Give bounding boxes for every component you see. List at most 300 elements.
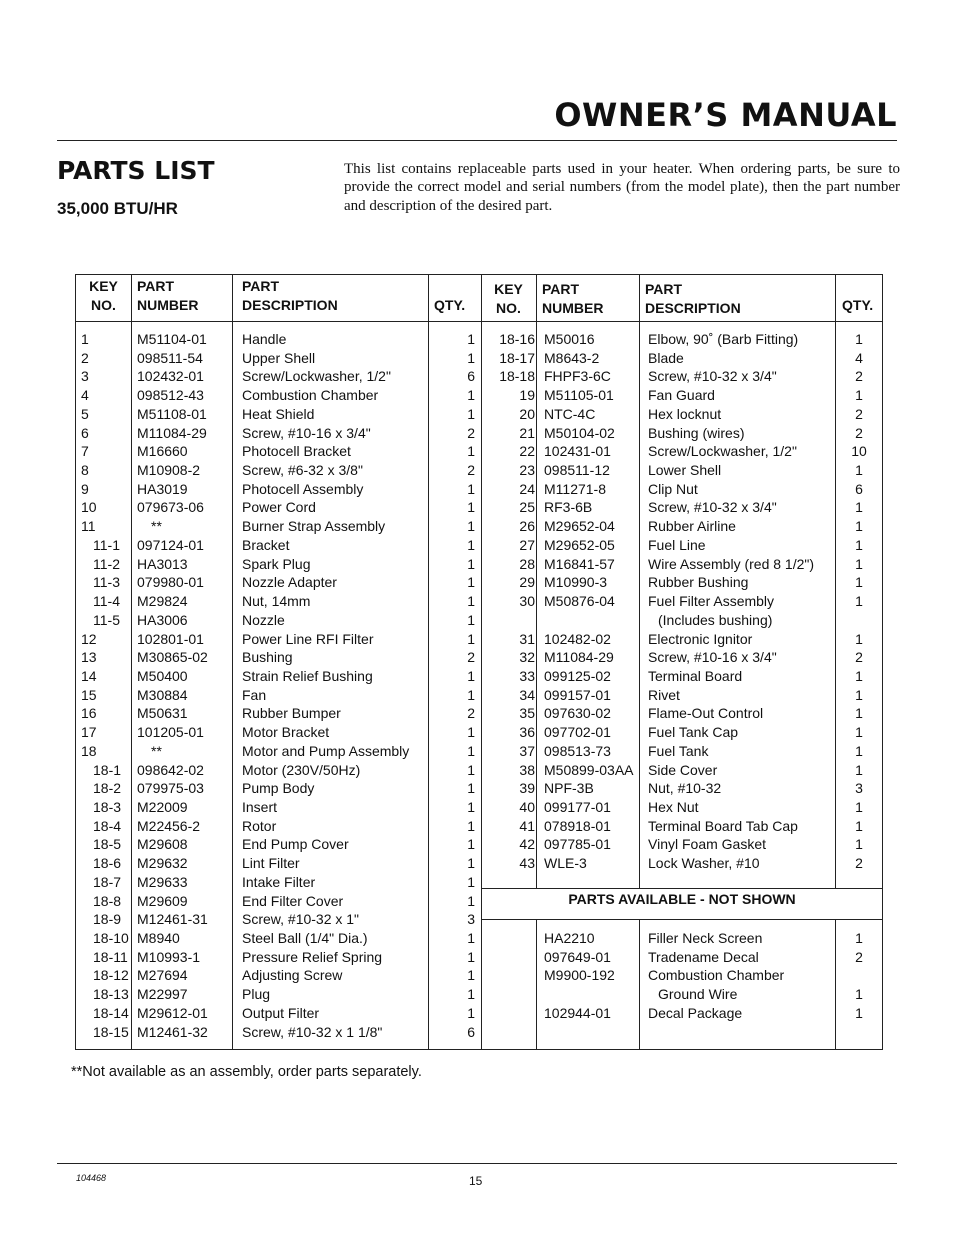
key-no-cell: 11-3 [93,574,120,591]
qty-cell: 6 [467,1023,475,1040]
qty-cell: 1 [467,948,475,965]
key-no-cell: 27 [519,536,535,553]
qty-cell: 1 [467,536,475,553]
part-description-cell: Combustion Chamber [242,387,379,404]
part-number-cell [544,611,634,630]
key-no-cell: 18-10 [93,930,129,946]
qty-cell: 10 [851,443,867,460]
qty-cell: 1 [467,349,475,366]
qty-cell: 1 [855,1004,863,1021]
part-number-cell: M10908-2 [137,462,201,479]
part-number-cell: M30884 [137,686,188,703]
qty-cell: 1 [855,930,863,946]
key-no-cell: 17 [81,724,97,741]
part-description-cell: Fuel Line [648,536,706,553]
not-shown-part-number-column [544,929,615,1023]
qty-cell: 1 [467,930,475,946]
part-number-cell: M50899-03AA [544,761,634,778]
part-description-cell: Fuel Tank Cap [648,724,739,741]
part-number-cell: 097702-01 [544,724,611,741]
part-description-cell: Blade [648,349,684,366]
qty-cell: 2 [855,649,863,666]
part-description-cell: Clip Nut [648,480,698,497]
key-no-cell: 2 [81,349,89,366]
left-qty-column [429,330,475,1041]
key-no-cell: 18-4 [93,817,122,834]
qty-cell: 6 [855,480,863,497]
qty-cell: 1 [855,630,863,647]
part-description-cell: Screw, #10-32 x 1 1/8" [242,1023,383,1040]
left-key-column [81,330,129,1041]
part-description-cell: Bushing [242,649,293,666]
qty-cell: 1 [467,611,475,628]
part-description-cell: Rivet [648,686,680,703]
right-key-column [482,330,535,873]
header-part-description: PART DESCRIPTION [242,278,338,313]
part-number-cell: 099157-01 [544,686,611,703]
part-description-cell: Upper Shell [242,349,316,366]
key-no-cell: 18-5 [93,836,122,853]
part-number-cell: M8940 [137,930,180,946]
key-no-cell: 10 [81,499,97,516]
part-number-cell: NTC-4C [544,405,596,422]
part-number-cell: 102482-02 [544,630,611,647]
qty-cell: 1 [467,574,475,591]
part-number-cell: 098512-43 [137,387,204,404]
header-key-no: KEY NO. [89,278,118,313]
part-description-cell: Insert [242,798,278,815]
part-description-cell: Power Cord [242,499,316,516]
qty-cell: 1 [467,387,475,404]
part-number-cell: HA3013 [137,555,188,572]
part-number-cell: M29652-05 [544,536,615,553]
not-shown-top-rule [481,888,882,889]
key-no-cell: 18-18 [499,368,535,385]
part-description-cell: Screw, #6-32 x 3/8" [242,462,363,479]
qty-cell: 3 [855,780,863,797]
qty-cell: 1 [467,686,475,703]
column-divider [639,275,640,889]
qty-cell: 2 [855,948,863,965]
part-number-cell: 079980-01 [137,574,204,591]
qty-cell: 1 [855,817,863,834]
part-description-cell: Lint Filter [242,855,300,872]
left-description-column [242,330,409,1041]
key-no-cell: 38 [519,761,535,778]
key-no-cell: 18-14 [93,1004,129,1021]
part-number-cell: 099177-01 [544,798,611,815]
part-description-cell: Intake Filter [242,873,316,890]
key-no-cell: 11-5 [93,611,120,628]
part-number-cell: 079673-06 [137,499,204,516]
qty-cell: 1 [855,462,863,479]
part-description-cell: Lock Washer, #10 [648,855,760,872]
qty-cell: 1 [467,836,475,853]
qty-cell: 1 [467,593,475,610]
part-number-cell: M22997 [137,986,188,1003]
part-description-cell: Fan Guard [648,387,715,404]
part-number-cell: HA3006 [137,611,188,628]
key-no-cell: 18-13 [93,986,129,1003]
section-title: PARTS LIST [57,156,215,185]
qty-cell: 1 [855,836,863,853]
key-no-cell: 19 [519,387,535,404]
part-description-cell: Rubber Bushing [648,574,749,591]
qty-cell: 1 [855,331,863,347]
parts-table [75,274,883,1050]
key-no-cell: 32 [519,649,535,666]
qty-cell: 1 [467,1004,475,1021]
part-number-cell: M50104-02 [544,424,615,441]
qty-cell: 2 [855,424,863,441]
part-number-cell: M27694 [137,967,188,984]
key-no-cell: 21 [519,424,535,441]
part-number-cell: 078918-01 [544,817,611,834]
part-number-cell: M10993-1 [137,948,201,965]
part-number-cell: 097630-02 [544,705,611,722]
part-number-cell: M29824 [137,593,188,610]
header-part-number: PART NUMBER [137,278,199,313]
key-no-cell: 11-2 [93,555,120,572]
qty-cell: 1 [855,518,863,535]
part-description-cell: Output Filter [242,1004,320,1021]
part-description-cell: Bracket [242,536,290,553]
key-no-cell: 43 [519,855,535,872]
qty-cell: 1 [467,630,475,647]
column-divider [536,275,537,889]
part-description-cell: Spark Plug [242,555,311,572]
part-description-cell: Screw, #10-32 x 3/4" [648,499,777,516]
key-no-cell: 37 [519,742,535,759]
qty-cell: 2 [855,368,863,385]
key-no-cell: 41 [519,817,535,834]
key-no-cell: 4 [81,387,89,404]
part-number-cell: 102432-01 [137,368,204,385]
part-number-cell: ** [151,742,162,759]
qty-cell: 1 [467,405,475,422]
document-title: OWNER’S MANUAL [554,96,897,134]
part-description-cell: Strain Relief Bushing [242,667,373,684]
part-number-cell: 097785-01 [544,836,611,853]
part-number-cell: M29633 [137,873,188,890]
qty-cell: 1 [855,742,863,759]
qty-cell: 1 [467,499,475,516]
part-number-cell: M50400 [137,667,188,684]
part-description-cell: Decal Package [648,1004,743,1021]
qty-cell: 1 [467,724,475,741]
key-no-cell: 12 [81,630,97,647]
key-no-cell: 34 [519,686,535,703]
key-no-cell: 36 [519,724,535,741]
qty-cell: 1 [855,555,863,572]
part-description-cell: Terminal Board [648,667,743,684]
key-no-cell: 30 [519,593,535,610]
qty-cell: 1 [855,798,863,815]
key-no-cell: 22 [519,443,535,460]
key-no-cell: 40 [519,798,535,815]
left-part-number-column [137,330,208,1041]
qty-cell: 1 [855,593,863,610]
part-description-cell: Pressure Relief Spring [242,948,383,965]
part-number-cell: M51105-01 [544,387,614,404]
header-part-number: PART NUMBER [542,281,604,316]
qty-cell: 1 [467,761,475,778]
document-number: 104468 [76,1173,107,1183]
header-qty: QTY. [434,297,466,313]
part-number-cell: M29608 [137,836,188,853]
part-number-cell: NPF-3B [544,780,594,797]
part-number-cell: WLE-3 [544,855,587,872]
qty-cell: 1 [467,443,475,460]
part-description-cell: Screw, #10-16 x 3/4" [242,424,371,441]
qty-cell: 2 [855,855,863,872]
header-divider [76,321,882,322]
part-number-cell: 099125-02 [544,667,611,684]
part-number-cell: M29612-01 [137,1004,208,1021]
qty-cell: 1 [467,555,475,572]
right-description-column [648,330,814,873]
part-number-cell: FHPF3-6C [544,368,611,385]
part-description-cell: (Includes bushing) [658,611,773,628]
part-number-cell: M51104-01 [137,331,207,347]
part-description-cell: Motor Bracket [242,724,330,741]
qty-cell: 1 [467,742,475,759]
part-description-cell: Screw/Lockwasher, 1/2" [242,368,391,385]
key-no-cell [482,611,535,630]
not-shown-description-column [648,929,784,1023]
part-description-cell: Hex locknut [648,405,722,422]
part-description-cell: Motor (230V/50Hz) [242,761,361,778]
key-no-cell: 18-8 [93,892,122,909]
part-description-cell: Hex Nut [648,798,699,815]
key-no-cell: 18-12 [93,967,129,984]
key-no-cell: 39 [519,780,535,797]
header-qty: QTY. [842,297,874,313]
part-description-cell: Filler Neck Screen [648,930,763,946]
part-description-cell: Combustion Chamber [648,967,785,984]
header-rule [57,140,897,141]
key-no-cell: 31 [519,630,535,647]
part-description-cell: Nozzle [242,611,285,628]
part-description-cell: Nut, 14mm [242,593,311,610]
column-divider [232,275,233,1049]
key-no-cell: 24 [519,480,535,497]
header-key-no: KEY NO. [494,281,523,316]
qty-cell: 4 [855,349,863,366]
key-no-cell: 14 [81,667,97,684]
part-number-cell: ** [151,518,162,535]
key-no-cell: 33 [519,667,535,684]
part-number-cell: 102801-01 [137,630,204,647]
qty-cell: 1 [467,873,475,890]
part-description-cell: Power Line RFI Filter [242,630,374,647]
key-no-cell: 9 [81,480,89,497]
key-no-cell: 13 [81,649,97,666]
part-description-cell: Pump Body [242,780,315,797]
qty-cell: 2 [467,462,475,479]
key-no-cell: 18-7 [93,873,122,890]
key-no-cell: 11-1 [93,536,120,553]
part-description-cell: Wire Assembly (red 8 1/2") [648,555,815,572]
part-description-cell: Handle [242,331,287,347]
part-number-cell: 098511-54 [137,349,203,366]
part-description-cell: Photocell Bracket [242,443,351,460]
qty-cell: 1 [467,967,475,984]
qty-cell: 1 [467,331,475,347]
part-description-cell: End Pump Cover [242,836,349,853]
qty-cell [836,966,882,985]
qty-cell: 1 [467,480,475,497]
part-number-cell: M29632 [137,855,188,872]
qty-cell: 1 [855,724,863,741]
part-number-cell: HA3019 [137,480,188,497]
qty-cell: 1 [467,817,475,834]
qty-cell: 1 [855,686,863,703]
part-number-cell: 097124-01 [137,536,204,553]
key-no-cell: 26 [519,518,535,535]
header-part-description: PART DESCRIPTION [645,281,741,316]
part-description-cell: Rotor [242,817,277,834]
part-number-cell: M22009 [137,798,188,815]
part-description-cell: Adjusting Screw [242,967,343,984]
key-no-cell: 11 [81,518,96,535]
qty-cell: 1 [855,387,863,404]
part-number-cell: 098513-73 [544,742,611,759]
key-no-cell: 18-6 [93,855,122,872]
part-number-cell: 102431-01 [544,443,611,460]
column-divider [536,920,537,1049]
qty-cell [836,611,882,630]
part-number-cell: M9900-192 [544,967,615,984]
part-description-cell: Elbow, 90˚ (Barb Fitting) [648,331,799,347]
part-description-cell: Rubber Bumper [242,705,341,722]
part-number-cell: RF3-6B [544,499,593,516]
key-no-cell: 35 [519,705,535,722]
qty-cell: 1 [467,798,475,815]
part-number-cell: M50631 [137,705,188,722]
part-description-cell: Terminal Board Tab Cap [648,817,798,834]
qty-cell: 1 [855,667,863,684]
key-no-cell: 18-11 [93,948,128,965]
key-no-cell: 18-15 [93,1023,129,1040]
part-description-cell: Plug [242,986,271,1003]
qty-cell: 2 [467,424,475,441]
part-description-cell: Nozzle Adapter [242,574,337,591]
not-shown-bottom-rule [481,919,882,920]
qty-cell: 1 [855,536,863,553]
part-description-cell: Screw, #10-32 x 1" [242,911,360,928]
part-number-cell: M16660 [137,443,188,460]
parts-not-shown-header: PARTS AVAILABLE - NOT SHOWN [568,891,796,907]
part-description-cell: Heat Shield [242,405,315,422]
part-number-cell [544,985,615,1004]
footnote: **Not available as an assembly, order parts separately. [71,1064,422,1080]
key-no-cell: 8 [81,462,89,479]
part-number-cell: 097649-01 [544,948,611,965]
part-number-cell: M8643-2 [544,349,600,366]
column-divider [639,920,640,1049]
part-number-cell: 098511-12 [544,462,610,479]
part-description-cell: Tradename Decal [648,948,759,965]
key-no-cell: 20 [519,405,535,422]
qty-cell: 2 [467,705,475,722]
part-number-cell: M50876-04 [544,593,615,610]
key-no-cell: 1 [81,331,89,347]
qty-cell: 3 [467,911,475,928]
qty-cell: 1 [467,667,475,684]
not-shown-qty-column [836,929,882,1023]
part-description-cell: Electronic Ignitor [648,630,753,647]
column-divider [131,275,132,1049]
part-number-cell: M16841-57 [544,555,615,572]
qty-cell: 1 [855,574,863,591]
key-no-cell: 42 [519,836,535,853]
key-no-cell: 18-2 [93,780,122,797]
part-description-cell: Vinyl Foam Gasket [648,836,767,853]
qty-cell: 1 [467,518,475,535]
part-number-cell: M29609 [137,892,188,909]
part-description-cell: Side Cover [648,761,718,778]
qty-cell: 1 [467,892,475,909]
part-number-cell: M10990-3 [544,574,608,591]
part-description-cell: Screw/Lockwasher, 1/2" [648,443,797,460]
part-number-cell: M29652-04 [544,518,615,535]
part-number-cell: M12461-32 [137,1023,208,1040]
qty-cell: 1 [467,986,475,1003]
part-number-cell: M30865-02 [137,649,208,666]
key-no-cell: 18-1 [93,761,122,778]
part-description-cell: Fuel Filter Assembly [648,593,775,610]
part-number-cell: M51108-01 [137,405,207,422]
part-number-cell: 102944-01 [544,1004,611,1021]
part-description-cell: Lower Shell [648,462,722,479]
part-description-cell: Photocell Assembly [242,480,364,497]
key-no-cell: 7 [81,443,89,460]
qty-cell: 2 [855,405,863,422]
part-description-cell: Rubber Airline [648,518,736,535]
part-description-cell: Burner Strap Assembly [242,518,386,535]
part-description-cell: Nut, #10-32 [648,780,722,797]
part-description-cell: Screw, #10-32 x 3/4" [648,368,777,385]
right-part-number-column [544,330,634,873]
part-number-cell: 101205-01 [137,724,204,741]
key-no-cell: 16 [81,705,97,722]
qty-cell: 1 [855,761,863,778]
part-number-cell: M22456-2 [137,817,201,834]
part-number-cell: M11084-29 [544,649,614,666]
key-no-cell: 18-3 [93,798,122,815]
page-number: 15 [469,1174,483,1188]
section-subtitle: 35,000 BTU/HR [57,199,178,218]
key-no-cell: 18-17 [499,349,535,366]
part-description-cell: Flame-Out Control [648,705,764,722]
part-description-cell: Steel Ball (1/4" Dia.) [242,930,368,946]
part-description-cell: Ground Wire [658,986,738,1003]
part-description-cell: Motor and Pump Assembly [242,742,410,759]
part-number-cell: M50016 [544,331,595,347]
key-no-cell: 18 [81,742,97,759]
part-number-cell: M11271-8 [544,480,607,497]
part-description-cell: Fan [242,686,267,703]
part-description-cell: Fuel Tank [648,742,709,759]
qty-cell: 1 [467,855,475,872]
key-no-cell: 5 [81,405,89,422]
right-qty-column [836,330,882,873]
part-number-cell: M12461-31 [137,911,208,928]
part-number-cell: M11084-29 [137,424,207,441]
key-no-cell: 18-9 [93,911,122,928]
part-description-cell: End Filter Cover [242,892,344,909]
